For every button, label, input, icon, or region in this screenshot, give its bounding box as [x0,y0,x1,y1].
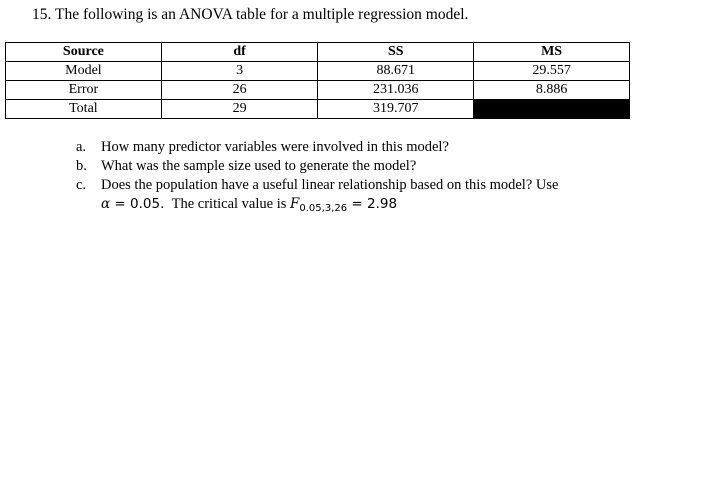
subquestion-c [76,176,656,218]
anova-table [5,42,630,119]
subquestion-text: How many predictor variables were involved in this model? [101,139,449,155]
f-critical-expression [290,196,397,212]
cell-ss: 231.036 [318,81,474,100]
subquestion-b [76,157,656,176]
cell-source: Error [6,81,162,100]
alpha-expression [101,196,164,212]
redacted-ms-cell [474,100,630,119]
table-row-total [6,100,630,119]
f-subscript: 0.05,3,26 [299,203,348,214]
cell-ss: 319.707 [318,100,474,119]
subquestion-text: What was the sample size used to generate the model? [101,158,417,174]
cell-df: 29 [161,100,318,119]
header-ms: MS [474,43,630,62]
question-title: 15. The following is an ANOVA table for a multiple regression model. [32,6,469,23]
subquestion-a [76,138,656,157]
cell-source: Model [6,62,162,81]
critical-value-text: The critical value is [164,196,290,212]
header-source: Source [6,43,162,62]
subquestion-marker: a. [76,139,87,155]
cell-df: 26 [161,81,318,100]
header-ss: SS [318,43,474,62]
cell-df: 3 [161,62,318,81]
table-row-model [6,62,630,81]
cell-ss: 88.671 [318,62,474,81]
f-value: = 2.98 [347,196,398,212]
subquestion-marker: c. [76,177,87,193]
header-df: df [161,43,318,62]
subquestion-marker: b. [76,158,87,174]
cell-ms: 29.557 [474,62,630,81]
f-symbol: F [290,196,300,212]
cell-ms: 8.886 [474,81,630,100]
cell-source: Total [6,100,162,119]
table-header-row [6,43,630,62]
alpha-symbol: α [101,196,111,212]
subquestion-text: Does the population have a useful linear relationship based on this model? Use [101,177,559,193]
alpha-value: = 0.05. [110,196,165,212]
table-row-error [6,81,630,100]
subquestion-list [76,138,656,218]
